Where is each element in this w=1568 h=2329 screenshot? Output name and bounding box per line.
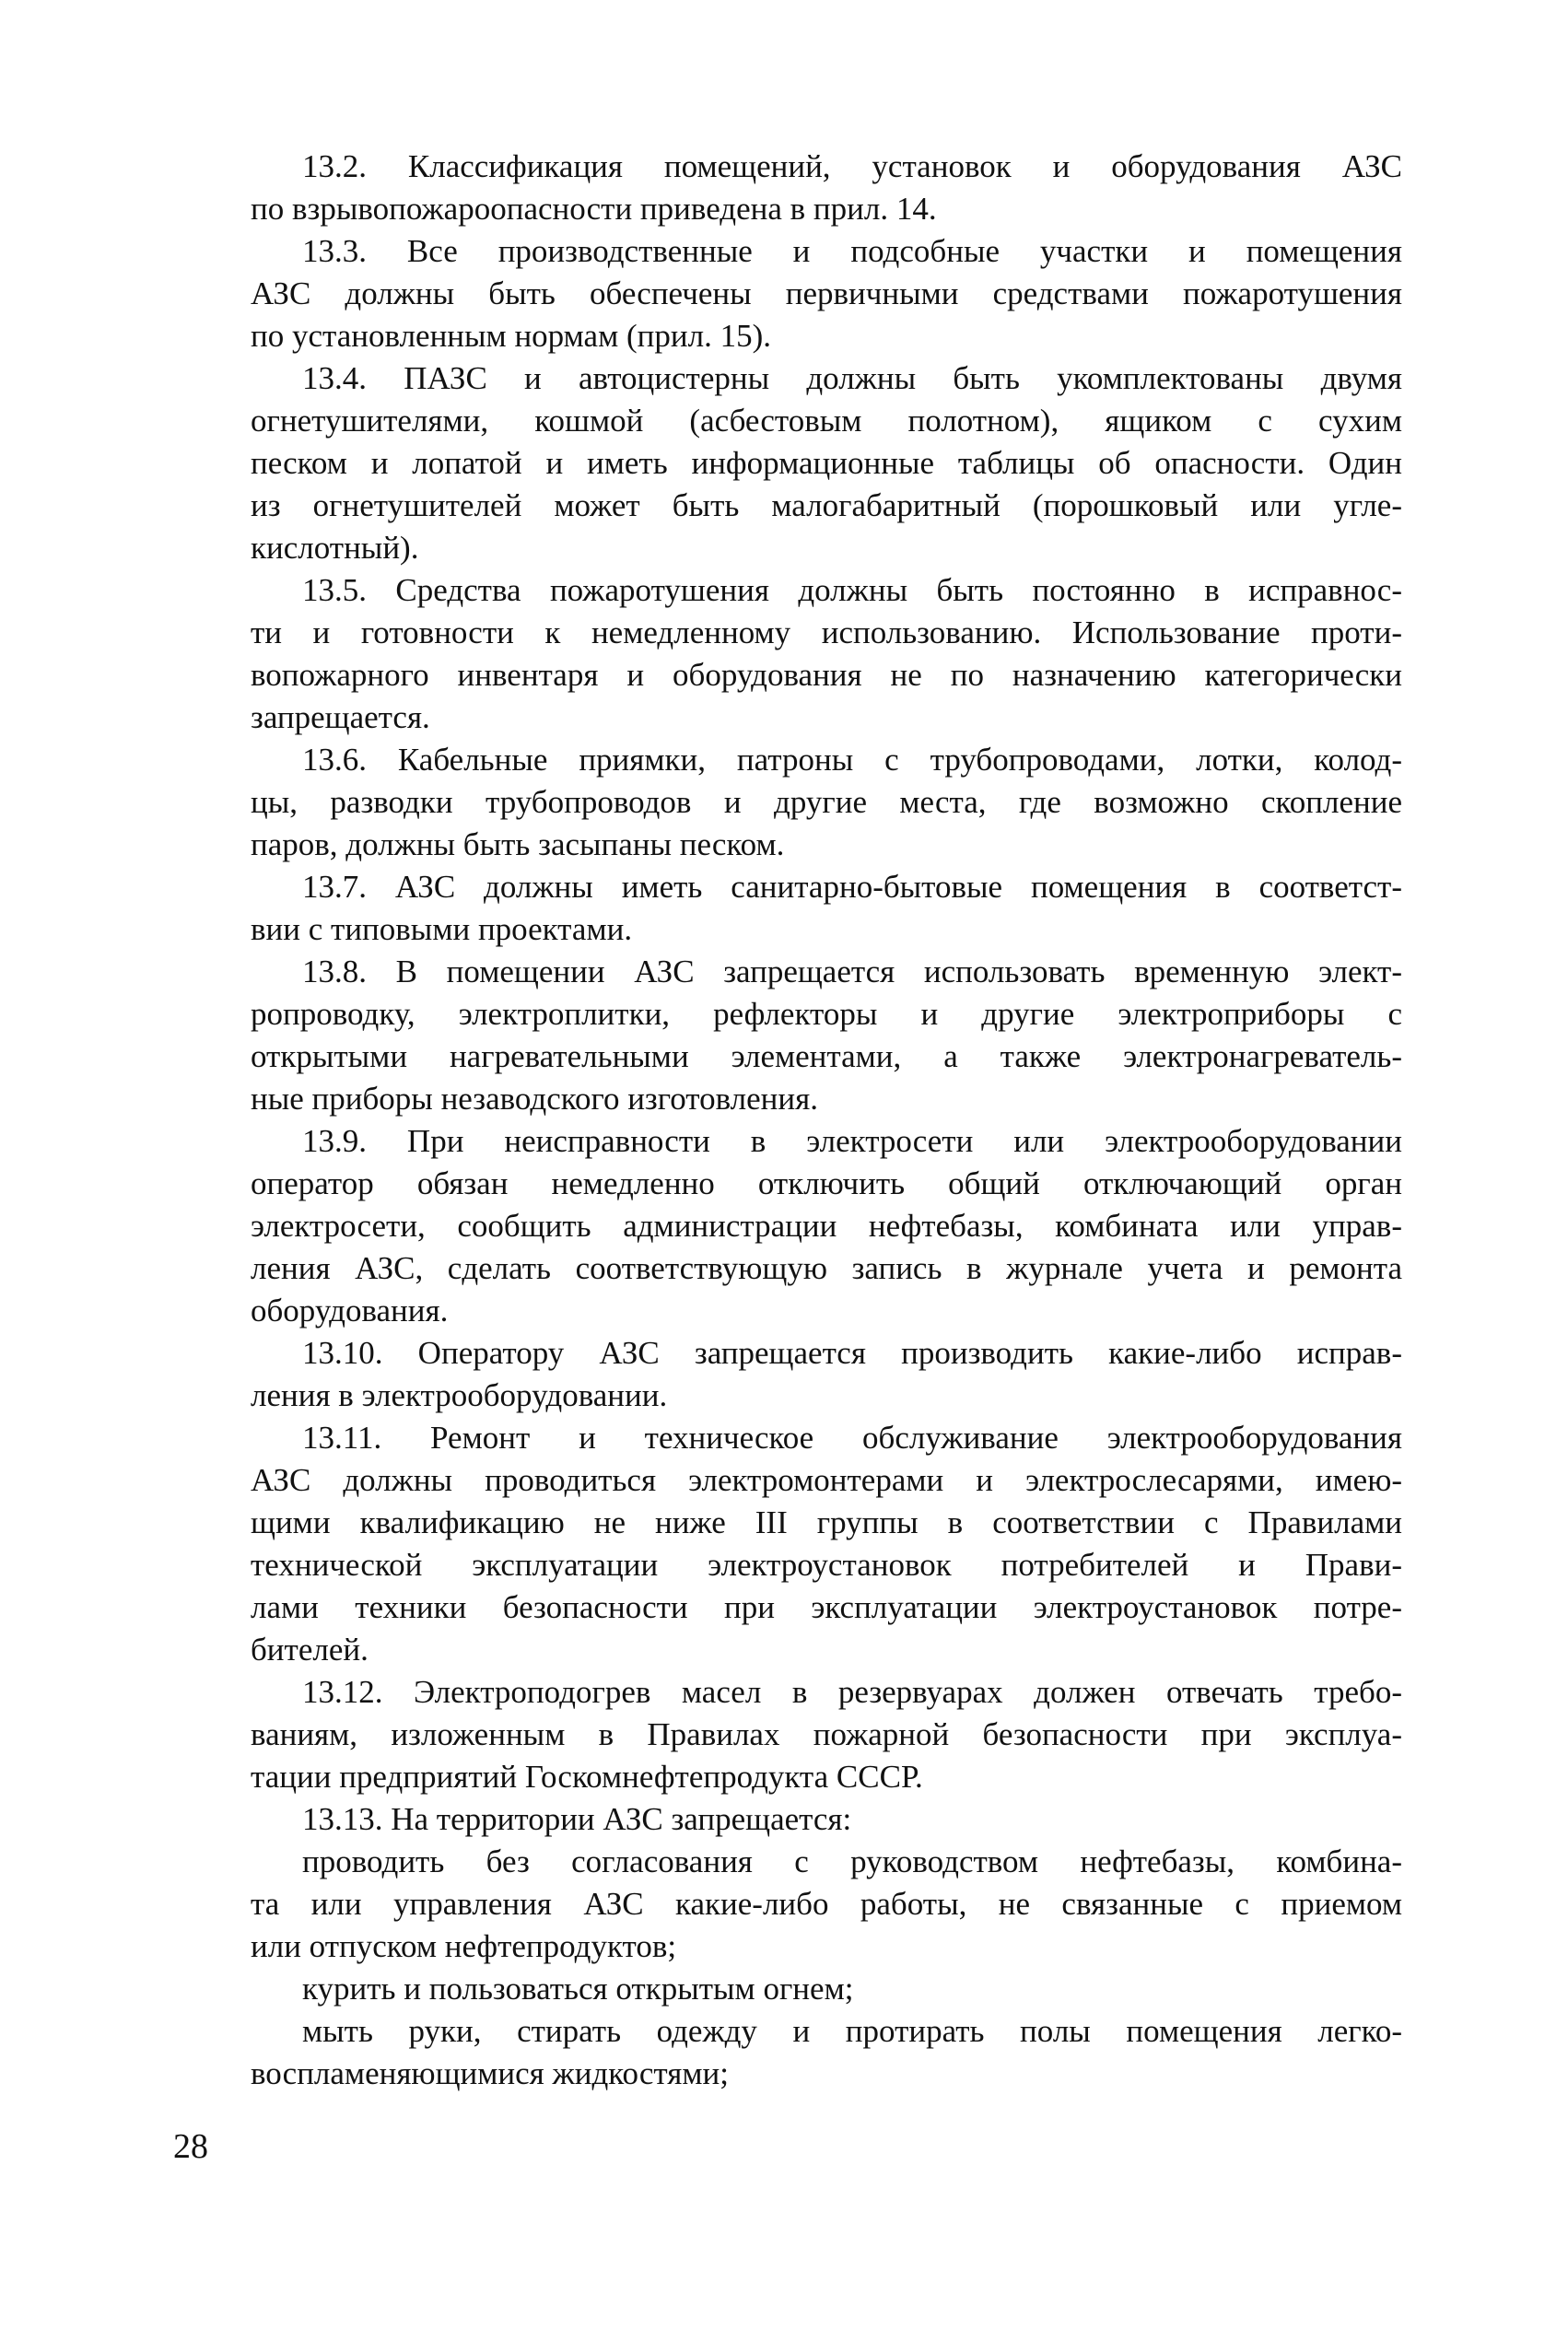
text-line: щими квалификацию не ниже III группы в соответствии с Правилами [251, 1504, 1402, 1540]
text-line: 13.2. Классификация помещений, установок и оборудования АЗС [302, 148, 1402, 184]
paragraph-13-11 [251, 1417, 1402, 1671]
text-line: цы, разводки трубопроводов и другие места, где возможно скопление [251, 784, 1402, 820]
text-line: вии с типовыми проектами. [251, 911, 633, 947]
text-line: ления в электрооборудовании. [251, 1377, 668, 1413]
text-line: оборудования. [251, 1293, 449, 1328]
text-line: или отпуском нефтепродуктов; [251, 1928, 677, 1964]
text-line: воспламеняющимися жидкостями; [251, 2055, 729, 2091]
paragraph-13-13 [251, 1798, 1402, 1841]
text-line: паров, должны быть засыпаны песком. [251, 826, 785, 862]
paragraph-13-10 [251, 1332, 1402, 1417]
paragraph-13-9 [251, 1120, 1402, 1332]
paragraph-13-5 [251, 569, 1402, 739]
text-line: проводить без согласования с руководством нефтебазы, комбина- [302, 1843, 1402, 1879]
paragraph-13-7 [251, 866, 1402, 951]
text-line: из огнетушителей может быть малогабаритный (порошковый или угле- [251, 487, 1402, 523]
text-line: тации предприятий Госкомнефтепродукта СССР. [251, 1759, 923, 1795]
text-line: 13.9. При неисправности в электросети или электрооборудовании [302, 1123, 1402, 1159]
text-line: кислотный). [251, 530, 419, 566]
text-line: вопожарного инвентаря и оборудования не по назначению категорически [251, 657, 1402, 693]
paragraph-13-13-a [251, 1841, 1402, 1968]
text-line: АЗС должны проводиться электромонтерами и электрослесарями, имею- [251, 1462, 1402, 1498]
text-line: открытыми нагревательными элементами, а также электронагреватель- [251, 1038, 1402, 1074]
text-line: 13.8. В помещении АЗС запрещается использовать временную элект- [302, 954, 1402, 989]
text-line: технической эксплуатации электроустановок потребителей и Прави- [251, 1547, 1402, 1583]
text-line: ваниям, изложенным в Правилах пожарной безопасности при эксплуа- [251, 1716, 1402, 1752]
text-line: 13.12. Электроподогрев масел в резервуарах должен отвечать требо- [302, 1674, 1402, 1710]
text-line: электросети, сообщить администрации нефтебазы, комбината или управ- [251, 1208, 1402, 1244]
page-number: 28 [173, 2127, 208, 2166]
text-line: ные приборы незаводского изготовления. [251, 1081, 818, 1117]
paragraph-13-8 [251, 951, 1402, 1120]
body-text [251, 146, 1402, 2095]
text-line: 13.4. ПАЗС и автоцистерны должны быть укомплектованы двумя [302, 360, 1402, 396]
text-line: оператор обязан немедленно отключить общий отключающий орган [251, 1165, 1402, 1201]
paragraph-13-6 [251, 739, 1402, 866]
text-line: ления АЗС, сделать соответствующую запись в журнале учета и ремонта [251, 1250, 1402, 1286]
paragraph-13-3 [251, 230, 1402, 357]
text-line: огнетушителями, кошмой (асбестовым полотном), ящиком с сухим [251, 403, 1402, 439]
paragraph-13-4 [251, 357, 1402, 569]
paragraph-13-13-b [251, 1968, 1402, 2010]
text-line: мыть руки, стирать одежду и протирать полы помещения легко- [302, 2013, 1402, 2049]
text-line: бителей. [251, 1632, 369, 1668]
text-line: курить и пользоваться открытым огнем; [302, 1971, 854, 2007]
paragraph-13-13-c [251, 2010, 1402, 2095]
paragraph-13-12 [251, 1671, 1402, 1798]
text-line: 13.3. Все производственные и подсобные участки и помещения [302, 233, 1402, 269]
text-line: лами техники безопасности при эксплуатации электроустановок потре- [251, 1589, 1402, 1625]
text-line: АЗС должны быть обеспечены первичными средствами пожаротушения [251, 275, 1402, 311]
text-line: та или управления АЗС какие-либо работы, не связанные с приемом [251, 1886, 1402, 1922]
text-line: 13.13. На территории АЗС запрещается: [302, 1801, 852, 1837]
text-line: 13.7. АЗС должны иметь санитарно-бытовые помещения в соответст- [302, 869, 1402, 905]
text-line: 13.11. Ремонт и техническое обслуживание электрооборудования [302, 1420, 1402, 1456]
text-line: запрещается. [251, 699, 430, 735]
text-line: песком и лопатой и иметь информационные таблицы об опасности. Один [251, 445, 1402, 481]
text-line: ти и готовности к немедленному использованию. Использование проти- [251, 614, 1402, 650]
text-line: ропроводку, электроплитки, рефлекторы и другие электроприборы с [251, 996, 1402, 1032]
paragraph-13-2 [251, 146, 1402, 230]
text-line: 13.10. Оператору АЗС запрещается производить какие-либо исправ- [302, 1335, 1402, 1371]
text-line: 13.5. Средства пожаротушения должны быть постоянно в исправнос- [302, 572, 1402, 608]
text-line: 13.6. Кабельные приямки, патроны с трубопроводами, лотки, колод- [302, 742, 1402, 778]
text-line: по установленным нормам (прил. 15). [251, 318, 771, 354]
text-line: по взрывопожароопасности приведена в прил. 14. [251, 191, 937, 227]
